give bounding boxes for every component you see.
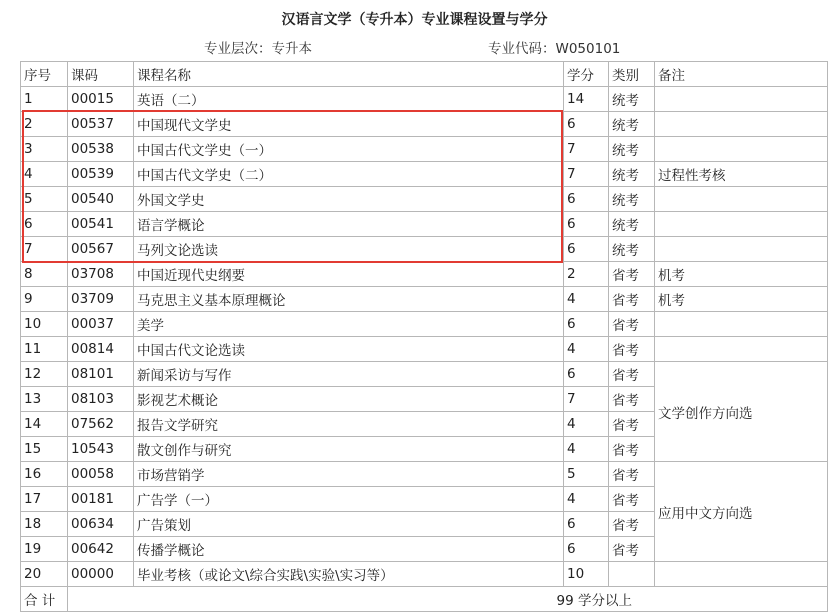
- course-code: 00037: [68, 312, 134, 337]
- header-cell: 课码: [68, 62, 134, 87]
- row-number: 7: [21, 237, 68, 262]
- table-row: [21, 162, 828, 187]
- course-code: 07562: [68, 412, 134, 437]
- row-number: 10: [21, 312, 68, 337]
- row-number: 11: [21, 337, 68, 362]
- header-cell: 备注: [655, 62, 828, 87]
- remark: [655, 187, 828, 212]
- table-row: [21, 337, 828, 362]
- course-code: 08103: [68, 387, 134, 412]
- course-code: 00537: [68, 112, 134, 137]
- credits: 6: [564, 187, 609, 212]
- row-number: 20: [21, 562, 68, 587]
- row-number: 6: [21, 212, 68, 237]
- row-number: 16: [21, 462, 68, 487]
- row-number: 17: [21, 487, 68, 512]
- major-code: 专业代码：W050101: [488, 41, 621, 57]
- credits: 4: [564, 337, 609, 362]
- credits: 6: [564, 512, 609, 537]
- remark: 应用中文方向选: [655, 462, 828, 562]
- exam-type: 省考: [609, 512, 655, 537]
- credits: 7: [564, 162, 609, 187]
- major-level: 专业层次：专升本: [204, 41, 312, 57]
- row-number: 5: [21, 187, 68, 212]
- credits: 6: [564, 362, 609, 387]
- total-row: [21, 587, 828, 612]
- row-number: 9: [21, 287, 68, 312]
- course-code: 00540: [68, 187, 134, 212]
- course-table: [20, 61, 828, 612]
- exam-type: 统考: [609, 162, 655, 187]
- course-code: 00814: [68, 337, 134, 362]
- credits: 7: [564, 137, 609, 162]
- table-row: [21, 137, 828, 162]
- course-name: 英语（二）: [134, 87, 564, 112]
- course-code: 10543: [68, 437, 134, 462]
- remark: [655, 337, 828, 362]
- table-row: [21, 287, 828, 312]
- course-code: 03709: [68, 287, 134, 312]
- table-row: [21, 212, 828, 237]
- row-number: 13: [21, 387, 68, 412]
- exam-type: 省考: [609, 387, 655, 412]
- credits: 14: [564, 87, 609, 112]
- table-header-row: [21, 62, 828, 87]
- exam-type: 省考: [609, 537, 655, 562]
- course-name: 中国古代文论选读: [134, 337, 564, 362]
- course-name: 散文创作与研究: [134, 437, 564, 462]
- header-cell: 类别: [609, 62, 655, 87]
- course-name: 影视艺术概论: [134, 387, 564, 412]
- course-name: 马列文论选读: [134, 237, 564, 262]
- exam-type: 省考: [609, 312, 655, 337]
- course-name: 美学: [134, 312, 564, 337]
- course-code: 00181: [68, 487, 134, 512]
- table-row: [21, 562, 828, 587]
- exam-type: 统考: [609, 237, 655, 262]
- course-code: 00567: [68, 237, 134, 262]
- row-number: 3: [21, 137, 68, 162]
- credits: 4: [564, 412, 609, 437]
- row-number: 12: [21, 362, 68, 387]
- credits: 6: [564, 112, 609, 137]
- row-number: 1: [21, 87, 68, 112]
- table-row: [21, 187, 828, 212]
- total-label: 合 计: [21, 587, 68, 612]
- table-row: [21, 87, 828, 112]
- credits: 2: [564, 262, 609, 287]
- total-spacer: [68, 587, 564, 612]
- course-name: 传播学概论: [134, 537, 564, 562]
- course-code: 00538: [68, 137, 134, 162]
- course-name: 马克思主义基本原理概论: [134, 287, 564, 312]
- credits: 4: [564, 437, 609, 462]
- row-number: 15: [21, 437, 68, 462]
- credits: 6: [564, 212, 609, 237]
- course-code: 00000: [68, 562, 134, 587]
- table-row: [21, 312, 828, 337]
- header-cell: 学分: [564, 62, 609, 87]
- header-cell: 序号: [21, 62, 68, 87]
- credits: 6: [564, 237, 609, 262]
- course-name: 中国现代文学史: [134, 112, 564, 137]
- course-name: 外国文学史: [134, 187, 564, 212]
- remark: [655, 112, 828, 137]
- table-row: [21, 237, 828, 262]
- course-name: 中国古代文学史（一）: [134, 137, 564, 162]
- course-code: 00642: [68, 537, 134, 562]
- row-number: 14: [21, 412, 68, 437]
- course-name: 中国古代文学史（二）: [134, 162, 564, 187]
- course-name: 中国近现代史纲要: [134, 262, 564, 287]
- table-row: [21, 462, 828, 487]
- table-row: [21, 112, 828, 137]
- credits: 6: [564, 312, 609, 337]
- remark: [655, 137, 828, 162]
- course-name: 语言学概论: [134, 212, 564, 237]
- credits: 5: [564, 462, 609, 487]
- course-code: 08101: [68, 362, 134, 387]
- course-code: 00634: [68, 512, 134, 537]
- remark: [655, 562, 828, 587]
- credits: 6: [564, 537, 609, 562]
- exam-type: 省考: [609, 287, 655, 312]
- credits: 4: [564, 487, 609, 512]
- exam-type: 省考: [609, 462, 655, 487]
- course-name: 毕业考核（或论文\综合实践\实验\实习等）: [134, 562, 564, 587]
- exam-type: 省考: [609, 262, 655, 287]
- exam-type: 省考: [609, 362, 655, 387]
- exam-type: [609, 562, 655, 587]
- exam-type: 统考: [609, 87, 655, 112]
- course-code: 00539: [68, 162, 134, 187]
- course-name: 市场营销学: [134, 462, 564, 487]
- row-number: 4: [21, 162, 68, 187]
- remark: [655, 312, 828, 337]
- course-code: 00015: [68, 87, 134, 112]
- course-name: 广告学（一）: [134, 487, 564, 512]
- course-name: 新闻采访与写作: [134, 362, 564, 387]
- course-code: 03708: [68, 262, 134, 287]
- table-row: [21, 362, 828, 387]
- table-row: [21, 262, 828, 287]
- credits: 4: [564, 287, 609, 312]
- row-number: 18: [21, 512, 68, 537]
- course-name: 广告策划: [134, 512, 564, 537]
- credits: 10: [564, 562, 609, 587]
- exam-type: 统考: [609, 187, 655, 212]
- row-number: 2: [21, 112, 68, 137]
- exam-type: 省考: [609, 487, 655, 512]
- remark: 文学创作方向选: [655, 362, 828, 462]
- exam-type: 统考: [609, 212, 655, 237]
- header-cell: 课程名称: [134, 62, 564, 87]
- remark: 过程性考核: [655, 162, 828, 187]
- exam-type: 统考: [609, 137, 655, 162]
- document-title: 汉语言文学（专升本）专业课程设置与学分: [281, 12, 548, 28]
- exam-type: 省考: [609, 337, 655, 362]
- total-credits: 99 学分以上: [557, 587, 821, 612]
- remark: [655, 212, 828, 237]
- remark: 机考: [655, 287, 828, 312]
- remark: 机考: [655, 262, 828, 287]
- course-code: 00058: [68, 462, 134, 487]
- row-number: 19: [21, 537, 68, 562]
- remark: [655, 87, 828, 112]
- exam-type: 统考: [609, 112, 655, 137]
- remark: [655, 237, 828, 262]
- exam-type: 省考: [609, 412, 655, 437]
- exam-type: 省考: [609, 437, 655, 462]
- row-number: 8: [21, 262, 68, 287]
- course-code: 00541: [68, 212, 134, 237]
- credits: 7: [564, 387, 609, 412]
- course-name: 报告文学研究: [134, 412, 564, 437]
